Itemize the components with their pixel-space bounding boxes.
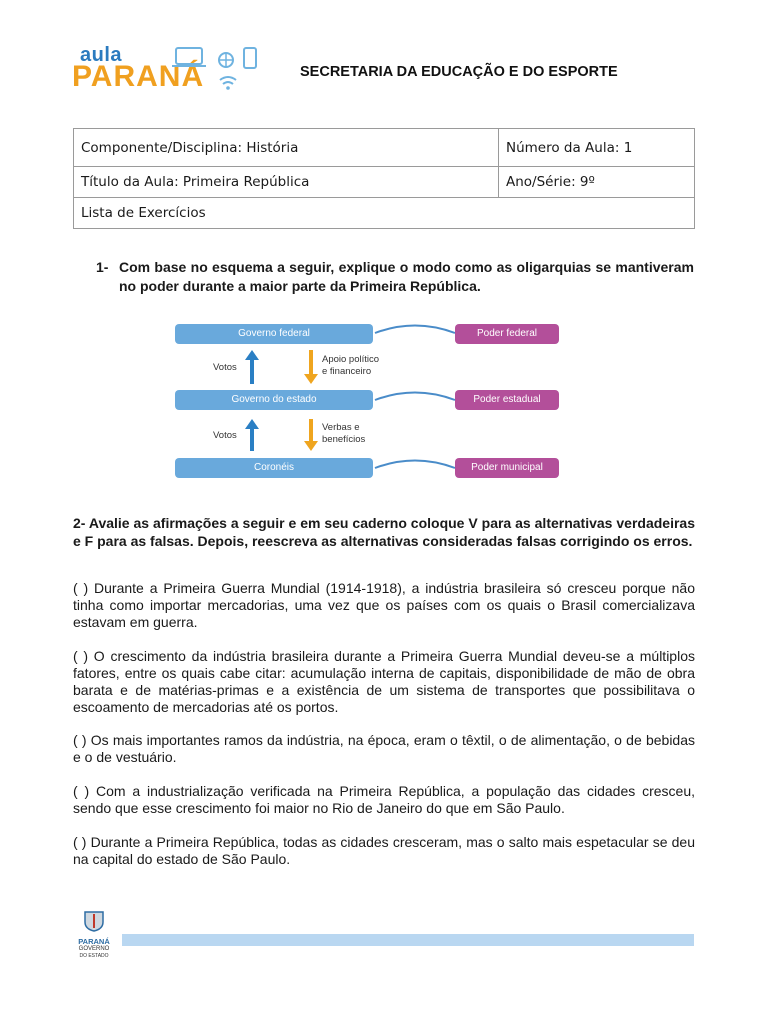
devices-wifi-icon <box>168 44 268 94</box>
statement-3: ( ) Os mais importantes ramos da indústria, na época, eram o têxtil, o de alimentação, o de bebidas e o de vestuário. <box>73 732 695 765</box>
state-government-bar: Governo do estado <box>175 390 373 410</box>
question-2-intro: 2- Avalie as afirmações a seguir e em seu caderno coloque V para as alternativas verdadeiras e F para as falsas. Depois, reescreva as alternativas consideradas falsas corrigindo os erros. <box>73 515 695 549</box>
parana-government-logo <box>72 910 116 962</box>
political-support-line-1: Apoio político <box>322 354 380 365</box>
logo-aula-text: aula <box>80 44 123 66</box>
footer-bar <box>122 934 694 946</box>
votes-label-2: Votos <box>213 430 237 441</box>
footer-do-estado: DO ESTADO <box>79 953 109 959</box>
up-arrow-icon <box>245 350 259 384</box>
political-support-line-2: e financeiro <box>322 366 372 377</box>
statement-1: ( ) Durante a Primeira Guerra Mundial (1914-1918), a indústria brasileira só cresceu porque não tinha como importar mercadorias, uma vez que os países com os quais o Brasil comercializava estavam em guerra. <box>73 580 695 630</box>
footer-parana: PARANÁ <box>78 937 110 946</box>
statement-4: ( ) Com a industrialização verificada na Primeira República, a população das cidades cresceu, sendo que esse crescimento foi maior no Rio de Janeiro do que em São Paulo. <box>73 783 695 816</box>
footer-governo: GOVERNO <box>78 946 110 952</box>
funds-line-1: Verbas e <box>322 422 360 433</box>
municipal-power-bar: Poder municipal <box>455 458 559 478</box>
lesson-info-table <box>73 128 695 229</box>
grade-cell: Ano/Série: 9º <box>499 167 695 198</box>
logo-parana-text: PARANÁ <box>72 60 205 93</box>
question-1-text: Com base no esquema a seguir, explique o modo como as oligarquias se mantiveram no poder durante a maior parte da Primeira República. <box>119 259 694 294</box>
down-arrow-icon <box>304 350 318 384</box>
lesson-number-cell: Número da Aula: 1 <box>499 129 695 167</box>
question-1 <box>96 258 694 296</box>
aula-parana-logo <box>70 42 270 98</box>
federal-government-bar: Governo federal <box>175 324 373 344</box>
state-power-bar: Poder estadual <box>455 390 559 410</box>
question-1-number: 1- <box>96 259 109 275</box>
statement-2: ( ) O crescimento da indústria brasileira durante a Primeira Guerra Mundial deveu-se a múltiplos fatores, entre os quais cabe citar: acumulação interna de capitais, disponibilidade de mão de obra barata e de matérias-primas e a existência de um sistema de transportes que possibilitava o escoamento de mercadorias até os portos. <box>73 648 695 715</box>
colonels-bar: Coronéis <box>175 458 373 478</box>
political-support-label <box>322 354 379 378</box>
federal-power-bar: Poder federal <box>455 324 559 344</box>
coat-of-arms-icon <box>82 910 106 932</box>
down-arrow-icon <box>304 419 318 451</box>
up-arrow-icon <box>245 419 259 451</box>
page-title: SECRETARIA DA EDUCAÇÃO E DO ESPORTE <box>300 64 618 80</box>
lesson-title-cell: Título da Aula: Primeira República <box>74 167 499 198</box>
funds-line-2: benefícios <box>322 434 366 445</box>
discipline-cell: Componente/Disciplina: História <box>74 129 499 167</box>
exercise-list-cell: Lista de Exercícios <box>74 198 695 229</box>
funds-benefits-label <box>322 422 365 446</box>
oligarchy-diagram <box>175 322 561 484</box>
statement-5: ( ) Durante a Primeira República, todas as cidades cresceram, mas o salto mais espetacular se deu na capital do estado de São Paulo. <box>73 834 695 867</box>
votes-label-1: Votos <box>213 362 237 373</box>
